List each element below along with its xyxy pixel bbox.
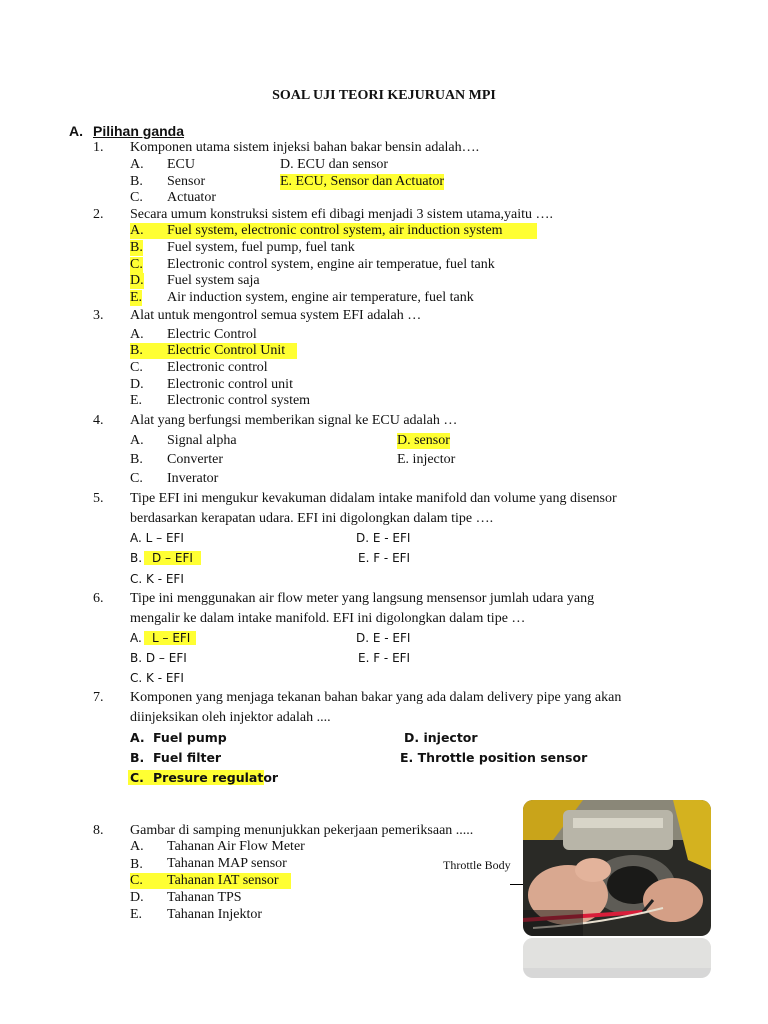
q8-b-letter: B.	[130, 856, 144, 871]
q7-c-letter: C.	[130, 770, 144, 785]
q2-a-answer	[130, 223, 537, 239]
q8-c-letter: C.	[130, 873, 143, 888]
q3-c-text: Electronic control	[167, 360, 268, 375]
q8-a-text: Tahanan Air Flow Meter	[167, 839, 305, 854]
q7-a-letter: A.	[130, 730, 145, 745]
q7-b-letter: B.	[130, 750, 145, 765]
q6-d: D. E - EFI	[356, 631, 411, 645]
q1-d: D. ECU dan sensor	[280, 157, 389, 172]
q8-text: Gambar di samping menunjukkan pekerjaan pemeriksaan .....	[130, 823, 474, 838]
q4-c-letter: C.	[130, 471, 143, 486]
q8-a-letter: A.	[130, 839, 144, 854]
q6-number: 6.	[93, 591, 104, 606]
q2-d-letter: D.	[130, 273, 144, 288]
q4-a-text: Signal alpha	[167, 433, 237, 448]
throttle-body-label: Throttle Body	[443, 858, 511, 872]
q2-b-letter: B.	[130, 240, 143, 255]
q3-e-text: Electronic control system	[167, 393, 311, 408]
q6-a-answer: L – EFI	[144, 631, 196, 645]
section-label: Pilihan ganda	[93, 123, 185, 139]
q1-b-letter: B.	[130, 174, 143, 189]
q3-a-text: Electric Control	[167, 327, 257, 342]
q8-c-text: Tahanan IAT sensor	[167, 873, 279, 888]
q7-e: E. Throttle position sensor	[400, 750, 588, 765]
q1-c-letter: C.	[130, 190, 143, 205]
q6-c: C. K - EFI	[130, 671, 184, 685]
q4-text: Alat yang berfungsi memberikan signal ke ECU adalah …	[130, 413, 458, 428]
q3-b-text: Electric Control Unit	[167, 343, 286, 358]
q6-a-letter: A.	[130, 631, 142, 645]
q5-line1: Tipe EFI ini mengukur kevakuman didalam intake manifold dan volume yang disensor	[130, 491, 617, 506]
q7-line1: Komponen yang menjaga tekanan bahan bakar yang ada dalam delivery pipe yang akan	[130, 690, 622, 705]
q2-c-text: Electronic control system, engine air temperatue, fuel tank	[167, 257, 495, 272]
section-letter: A.	[69, 123, 83, 139]
q1-number: 1.	[93, 140, 104, 155]
q6-line1: Tipe ini menggunakan air flow meter yang langsung mensensor jumlah udara yang	[130, 591, 595, 606]
q4-b-text: Converter	[167, 452, 223, 467]
q5-b-letter: B.	[130, 551, 143, 565]
q2-e-letter: E.	[130, 290, 143, 305]
q2-c-letter: C.	[130, 257, 143, 272]
photo-reflection	[523, 938, 711, 978]
q7-a-text: Fuel pump	[153, 730, 227, 745]
q1-a-letter: A.	[130, 157, 144, 172]
q4-e: E. injector	[397, 452, 456, 467]
q8-b-text: Tahanan MAP sensor	[167, 856, 287, 871]
q2-text: Secara umum konstruksi sistem efi dibagi menjadi 3 sistem utama,yaitu ….	[130, 207, 554, 222]
q3-d-text: Electronic control unit	[167, 377, 293, 392]
q8-e-letter: E.	[130, 907, 143, 922]
q3-d-letter: D.	[130, 377, 144, 392]
q1-text: Komponen utama sistem injeksi bahan bakar bensin adalah….	[130, 140, 480, 155]
q8-d-letter: D.	[130, 890, 144, 905]
engine-photo-illustration	[523, 800, 711, 936]
q2-number: 2.	[93, 207, 104, 222]
q7-c-text: Presure regulator	[153, 770, 279, 785]
q5-c: C. K - EFI	[130, 572, 184, 586]
q8-number: 8.	[93, 823, 104, 838]
q3-b-letter: B.	[130, 343, 143, 358]
q8-d-text: Tahanan TPS	[167, 890, 242, 905]
q8-c-answer	[130, 873, 291, 889]
q4-a-letter: A.	[130, 433, 144, 448]
q4-b-letter: B.	[130, 452, 143, 467]
q8-e-text: Tahanan Injektor	[167, 907, 263, 922]
q7-d: D. injector	[404, 730, 478, 745]
page-title: SOAL UJI TEORI KEJURUAN MPI	[272, 88, 496, 103]
q3-a-letter: A.	[130, 327, 144, 342]
q2-a-text: Fuel system, electronic control system, air induction system	[167, 223, 503, 238]
q7-b-text: Fuel filter	[153, 750, 222, 765]
q6-e: E. F - EFI	[358, 651, 411, 665]
q4-c-text: Inverator	[167, 471, 219, 486]
q7-line2: diinjeksikan oleh injektor adalah ....	[130, 710, 331, 725]
q5-b-answer: D – EFI	[144, 551, 201, 565]
q5-line2: berdasarkan kerapatan udara. EFI ini digolongkan dalam tipe ….	[130, 511, 494, 526]
q3-b-answer	[130, 343, 297, 359]
q1-a-text: ECU	[167, 157, 195, 172]
q3-e-letter: E.	[130, 393, 143, 408]
q7-number: 7.	[93, 690, 104, 705]
q1-c-text: Actuator	[167, 190, 216, 205]
q3-text: Alat untuk mengontrol semua system EFI adalah …	[130, 308, 422, 323]
q2-b-text: Fuel system, fuel pump, fuel tank	[167, 240, 355, 255]
q6-line2: mengalir ke dalam intake manifold. EFI ini digolongkan dalam tipe …	[130, 611, 526, 626]
q7-c-answer	[128, 770, 279, 785]
q4-number: 4.	[93, 413, 104, 428]
q4-d-answer: D. sensor	[397, 433, 450, 448]
q1-e-answer: E. ECU, Sensor dan Actuator	[280, 174, 445, 189]
q5-e: E. F - EFI	[358, 551, 411, 565]
q5-d: D. E - EFI	[356, 531, 411, 545]
throttle-body-photo	[523, 800, 711, 936]
q5-a: A. L – EFI	[130, 531, 184, 545]
q2-e-text: Air induction system, engine air temperature, fuel tank	[167, 290, 474, 305]
q2-a-letter: A.	[130, 223, 144, 238]
q2-d-text: Fuel system saja	[167, 273, 260, 288]
q5-number: 5.	[93, 491, 104, 506]
q6-b: B. D – EFI	[130, 651, 187, 665]
q3-c-letter: C.	[130, 360, 143, 375]
q3-number: 3.	[93, 308, 104, 323]
q1-b-text: Sensor	[167, 174, 206, 189]
